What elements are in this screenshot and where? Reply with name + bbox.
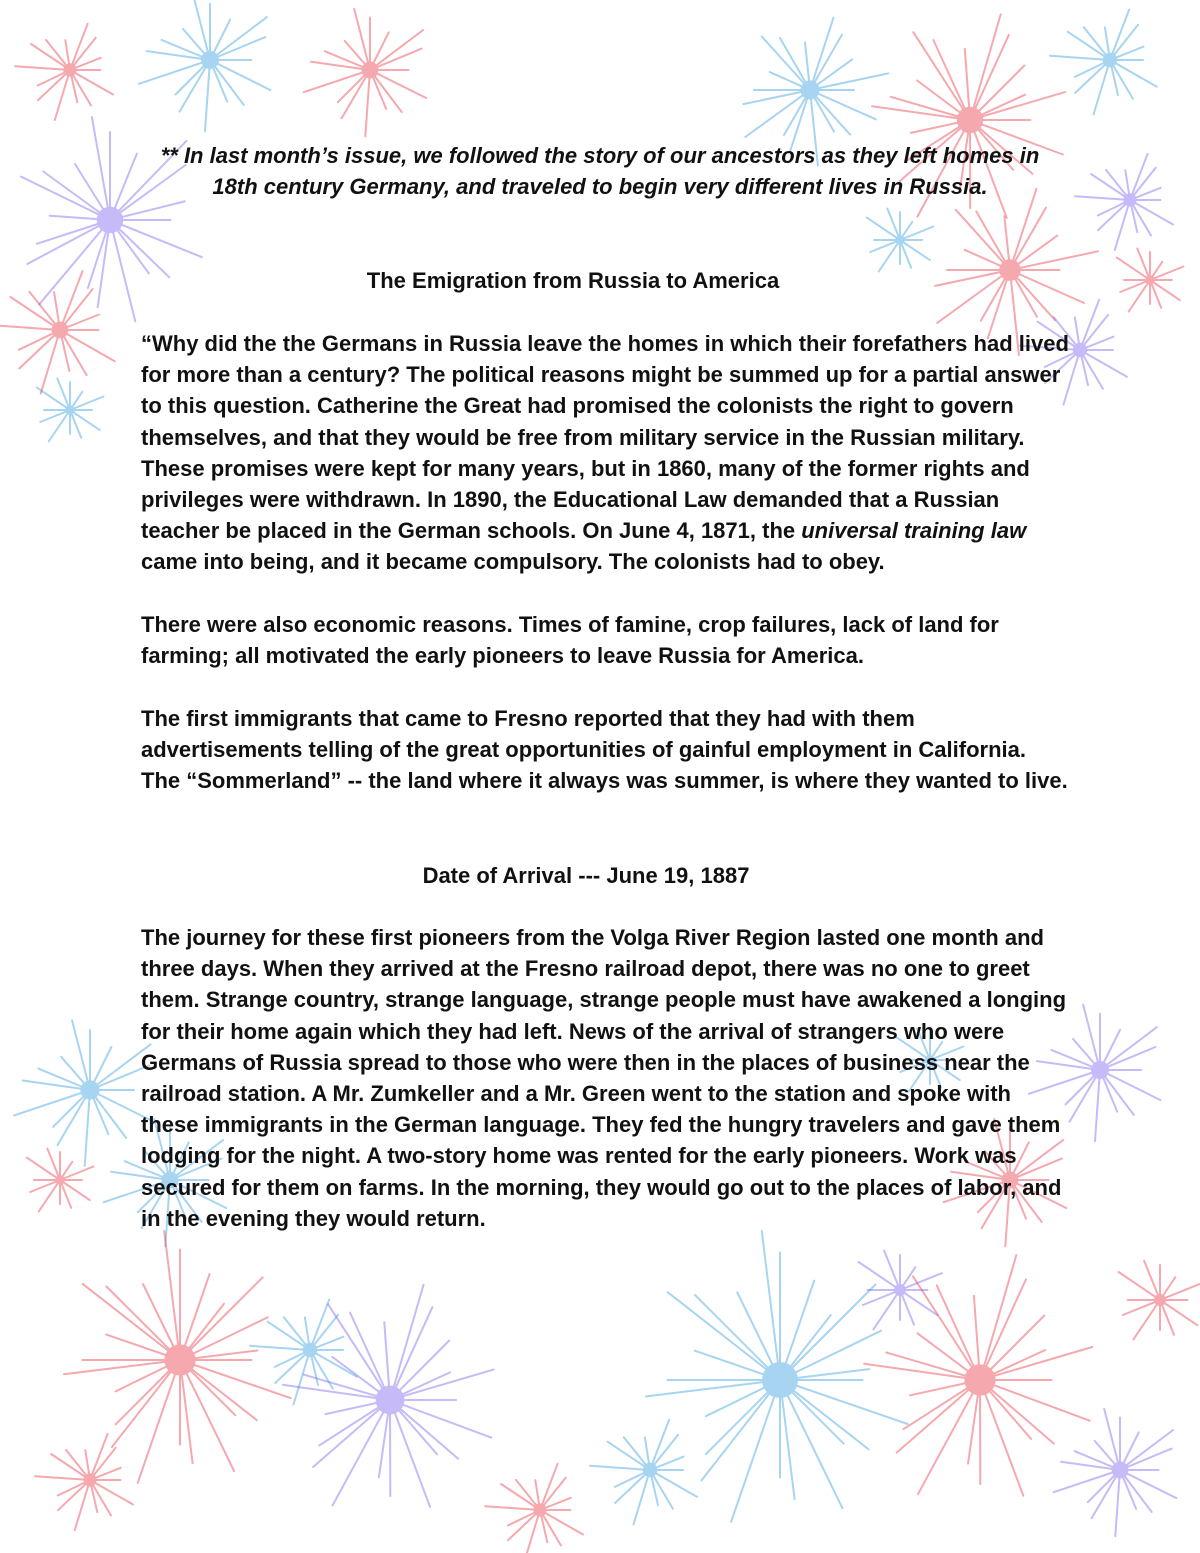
paragraph-journey: The journey for these first pioneers from the Volga River Region lasted one month and three days. When they arrived at the Fresno railroad depot, there was no one to greet them. Strange country, strange language, strange people must have awakened a longing for their home again which they had left. News of the arrival of strangers who were Germans of Russia spread to those who were then in the places of business near the railroad station. A Mr. Zumkeller and a Mr. Green went to the station and spoke with these immigrants in the German language. They fed the hungry travelers and gave them lodging for the night. A two-story home was rented for the early pioneers. Work was secured for them on farms. In the morning, they would go out to the places of labor, and in the evening they would return.	[141, 925, 1067, 1231]
paragraph-economic-reasons: There were also economic reasons. Times of famine, crop failures, lack of land for farming; all motivated the early pioneers to leave Russia for America.	[141, 612, 999, 669]
section-heading-emigration: The Emigration from Russia to America	[366, 268, 780, 293]
italic-term: universal training law	[801, 518, 1027, 544]
intro-note: ** In last month’s issue, we followed the story of our ancestors as they left homes in 18th century Germany, and traveled to begin very different lives in Russia.	[160, 143, 1040, 199]
paragraph-political-reasons	[141, 328, 1071, 578]
section-heading-arrival-date: Date of Arrival --- June 19, 1887	[422, 863, 750, 888]
paragraph-text: “Why did the the Germans in Russia leave the homes in which their forefathers had lived for more than a century? The political reasons might be summed up for a partial answer to this question. Catherine the Great had promised the colonists the right to govern themselves, and that they would be free from military service in the Russian military. These promises were kept for many years, but in 1860, many of the former rights and privileges were withdrawn. In 1890, the Educational Law demanded that a Russian teacher be placed in the German schools. On June 4, 1871, the	[141, 331, 1069, 544]
paragraph-first-immigrants: The first immigrants that came to Fresno reported that they had with them advertisements telling of the great opportunities of gainful employment in California. The “Sommerland” -- the land where it always was summer, is where they wanted to live.	[141, 706, 1068, 794]
paragraph-text: came into being, and it became compulsory. The colonists had to obey.	[141, 549, 885, 575]
